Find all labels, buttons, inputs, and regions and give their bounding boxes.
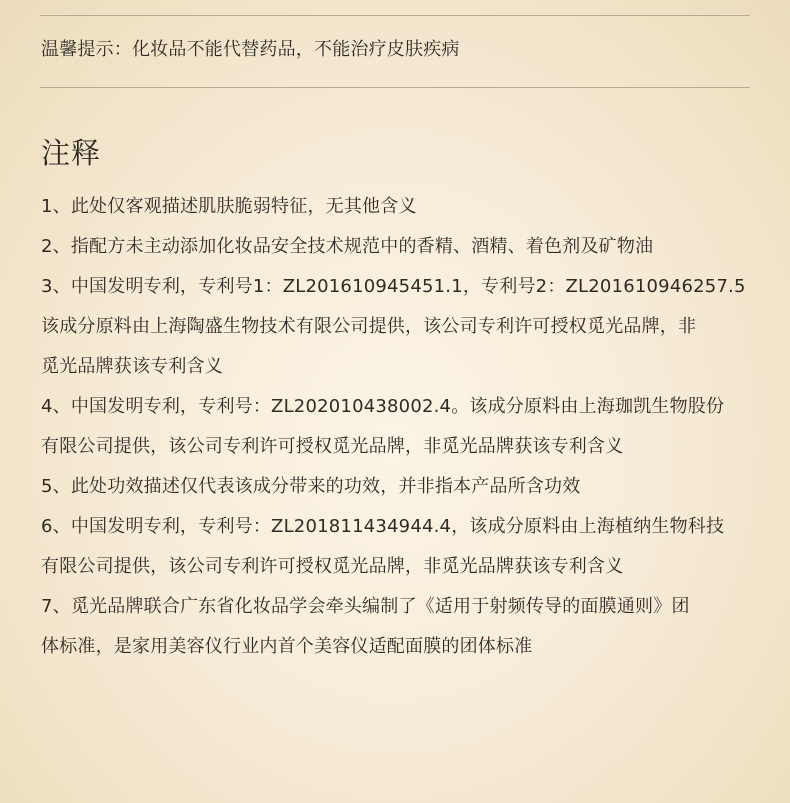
middle-divider: [40, 87, 750, 88]
note-line: 觅光品牌获该专利含义: [41, 356, 223, 377]
notes-list: [41, 191, 761, 671]
note-line: 7、觅光品牌联合广东省化妆品学会牵头编制了《适用于射频传导的面膜通则》团: [41, 596, 690, 617]
note-line: 2、指配方未主动添加化妆品安全技术规范中的香精、酒精、着色剂及矿物油: [41, 236, 654, 257]
notes-heading: 注释: [41, 136, 102, 170]
note-line: 该成分原料由上海陶盛生物技术有限公司提供，该公司专利许可授权觅光品牌，非: [41, 316, 697, 337]
note-line: 5、此处功效描述仅代表该成分带来的功效，并非指本产品所含功效: [41, 476, 581, 497]
note-line: 1、此处仅客观描述肌肤脆弱特征，无其他含义: [41, 196, 417, 217]
note-line: 4、中国发明专利，专利号：ZL202010438002.4。该成分原料由上海珈凯生物股份: [41, 396, 725, 417]
note-line: 有限公司提供，该公司专利许可授权觅光品牌，非觅光品牌获该专利含义: [41, 436, 624, 457]
warm-reminder-text: 温馨提示：化妆品不能代替药品，不能治疗皮肤疾病: [41, 39, 460, 60]
note-line: 有限公司提供，该公司专利许可授权觅光品牌，非觅光品牌获该专利含义: [41, 556, 624, 577]
top-divider: [40, 15, 750, 16]
note-line: 3、中国发明专利，专利号1：ZL201610945451.1，专利号2：ZL201610946257.5: [41, 276, 746, 297]
note-line: 6、中国发明专利，专利号：ZL201811434944.4，该成分原料由上海植纳生物科技: [41, 516, 725, 537]
note-line: 体标准，是家用美容仪行业内首个美容仪适配面膜的团体标准: [41, 636, 533, 657]
